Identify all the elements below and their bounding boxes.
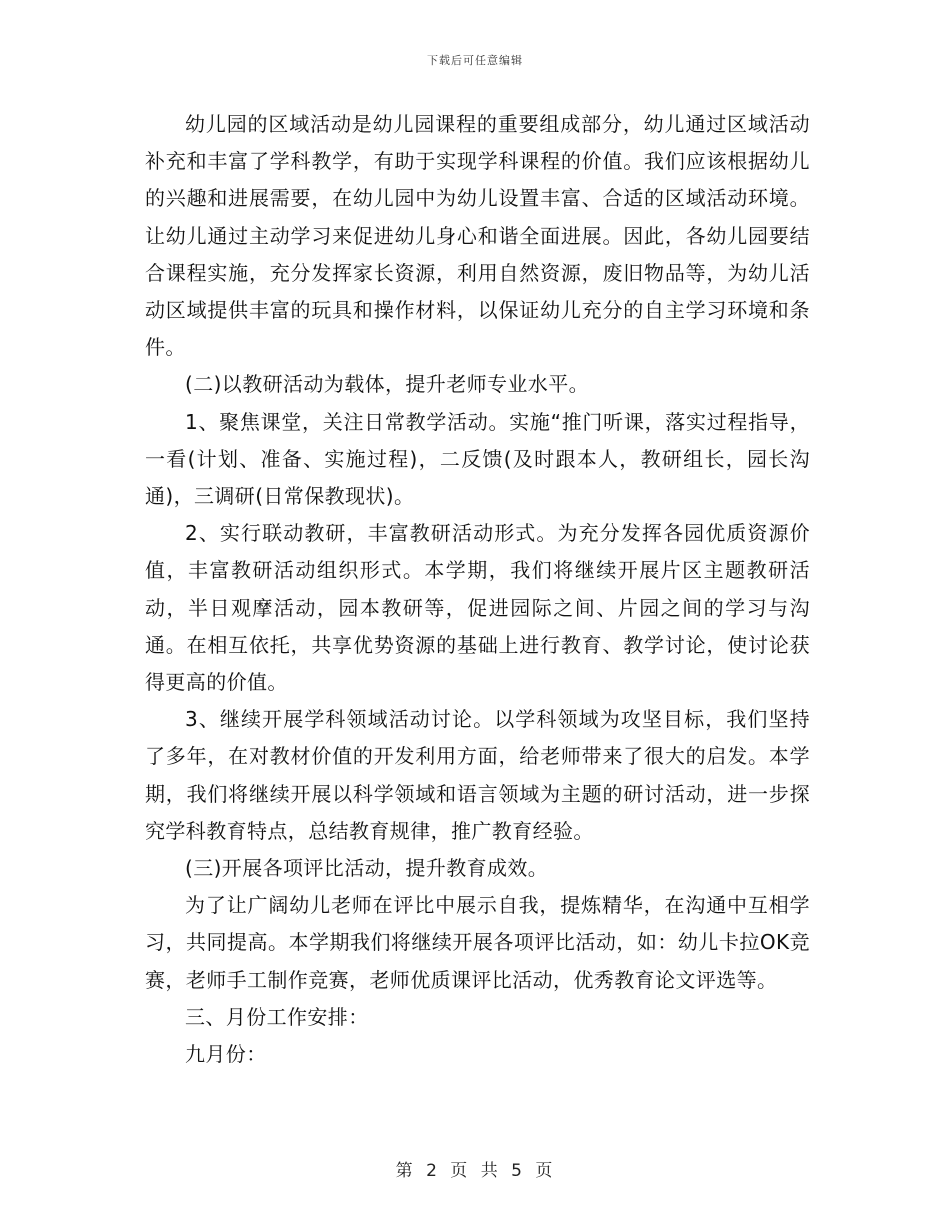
heading-evaluation-activities: (三)开展各项评比活动，提升教育成效。	[185, 856, 549, 881]
paragraph-evaluation-details: 为了让广阔幼儿老师在评比中展示自我，提炼精华，在沟通中互相学习，共同提高。本学期我们将继续开展各项评比活动，如：幼儿卡拉OK竞赛，老师手工制作竞赛，老师优质课评比活动，优秀教育论文评选等。	[145, 893, 810, 992]
heading-teaching-research: (二)以教研活动为载体，提升老师专业水平。	[185, 372, 590, 397]
paragraph-joint-research: 2、实行联动教研，丰富教研活动形式。为充分发挥各园优质资源价值，丰富教研活动组织形式。本学期，我们将继续开展片区主题教研活动，半日观摩活动，园本教研等，促进园际之间、片园之间的学习与沟通。在相互依托，共享优势资源的基础上进行教育、教学讨论，使讨论获得更高的价值。	[145, 521, 810, 695]
paragraph-subject-discussion: 3、继续开展学科领域活动讨论。以学科领域为攻坚目标，我们坚持了多年，在对教材价值的开发利用方面，给老师带来了很大的启发。本学期，我们将继续开展以科学领域和语言领域为主题的研讨活动，进一步探究学科教育特点，总结教育规律，推广教育经验。	[145, 707, 810, 843]
document-body	[145, 106, 810, 1073]
paragraph-regional-activities: 幼儿园的区域活动是幼儿园课程的重要组成部分，幼儿通过区域活动补充和丰富了学科教学，有助于实现学科课程的价值。我们应该根据幼儿的兴趣和进展需要，在幼儿园中为幼儿设置丰富、合适的区域活动环境。让幼儿通过主动学习来促进幼儿身心和谐全面进展。因此，各幼儿园要结合课程实施，充分发挥家长资源，利用自然资源，废旧物品等，为幼儿活动区域提供丰富的玩具和操作材料，以保证幼儿充分的自主学习环境和条件。	[145, 112, 810, 360]
paragraph-focus-classroom: 1、聚焦课堂，关注日常教学活动。实施“推门听课，落实过程指导，一看(计划、准备、实施过程)，二反馈(及时跟本人，教研组长，园长沟通)，三调研(日常保教现状)。	[145, 409, 810, 509]
heading-september: 九月份：	[185, 1042, 267, 1067]
header-note: 下载后可任意编辑	[427, 54, 523, 67]
page-number: 第 2 页 共 5 页	[395, 1161, 555, 1181]
heading-monthly-schedule: 三、月份工作安排：	[185, 1004, 369, 1029]
